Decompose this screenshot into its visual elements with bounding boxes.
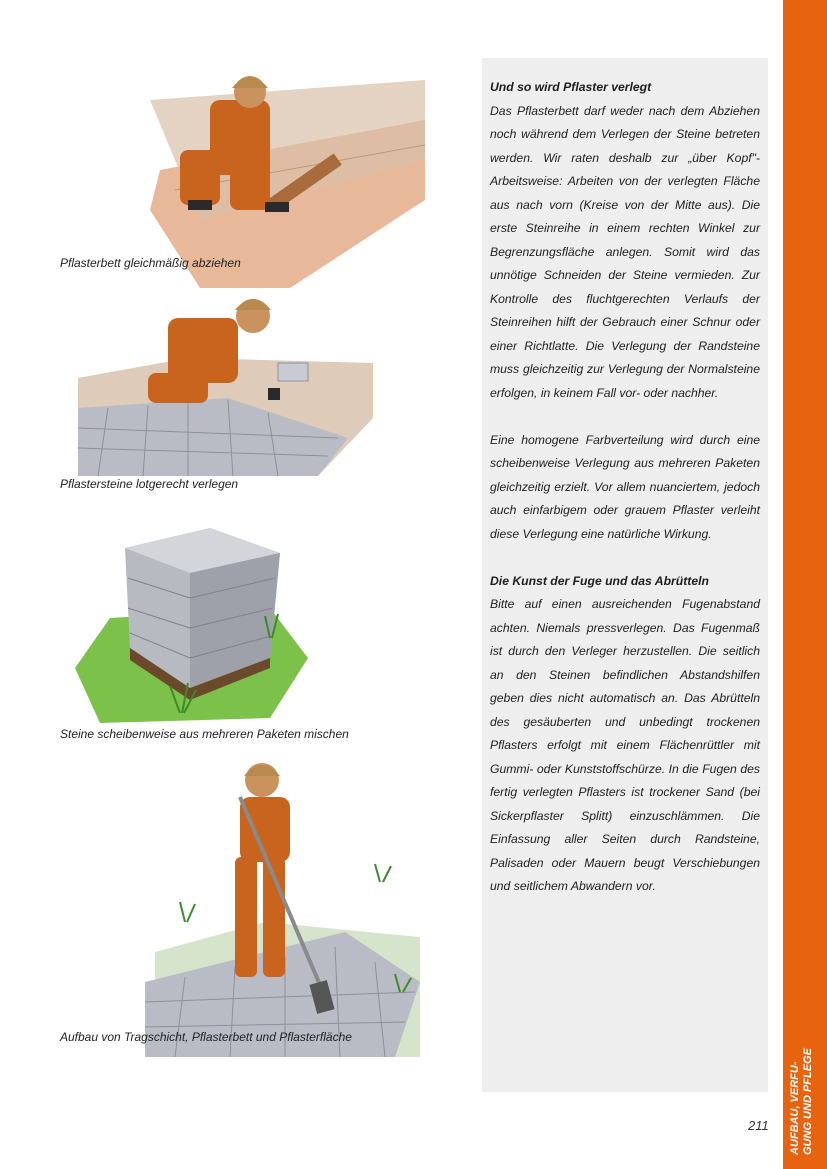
page-number: 211 (748, 1118, 769, 1133)
figure-pallet (70, 518, 308, 723)
chapter-sidebar (783, 0, 827, 1169)
figure-laying (78, 288, 373, 476)
text-panel (482, 58, 768, 1092)
figure-caption: Pflasterbett gleichmäßig abziehen (60, 256, 241, 270)
paragraph: Bitte auf einen ausreichenden Fugenabstand achten. Niemals pressverlegen. Das Fugenmaß ist durch den Verleger herzustellen. Die seitlich an den Steinen befindlichen Abstandshilfen geben dies nicht automatisch an. Das Abrütteln des gesäuberten und unbedingt trockenen Pflasters erfolgt mit einem Flächenrüttler mit Gummi- oder Kunststoffschürze. In die Fugen des fertig verlegten Pflasters ist trockener Sand (bei Sickerpflaster Splitt) einzuschlämmen. Die Einfassung aller Seiten durch Randsteine, Palisaden oder Mauern beugt Verschiebungen und seitlichem Abwandern vor. (490, 597, 760, 893)
chapter-label-line2: GUNG UND PFLEGE (802, 1048, 814, 1155)
figure-caption: Steine scheibenweise aus mehreren Paketen mischen (60, 727, 349, 741)
paragraph: Eine homogene Farbverteilung wird durch eine scheibenweise Verlegung aus mehreren Paketen gleichzeitig erzielt. Vor allem nuanciertem, jedoch auch einfarbigem oder grauem Pflaster verleiht diese Verlegung eine natürliche Wirkung. (490, 432, 760, 541)
worker-screeding-icon (80, 60, 425, 288)
figure-caption: Pflastersteine lotgerecht verlegen (60, 477, 239, 491)
chapter-label-line1: AUFBAU, VERFU- (789, 1061, 801, 1155)
worker-sweeping-icon (145, 752, 420, 1057)
paragraph: Das Pflasterbett darf weder nach dem Abziehen noch während dem Verlegen der Steine betreten werden. Wir raten deshalb zur „über Kopf"-Arbeitsweise: Arbeiten von der verlegten Fläche aus nach vorn (Kreise von der Mitte aus). Die erste Steinreihe in einem rechten Winkel zur Begrenzungsfläche anlegen. Somit wird das unnötige Schneiden der Steine vermieden. Zur Kontrolle des fluchtgerechten Verlaufs der Steinreihen hilft der Gebrauch einer Schnur oder einer Richtlatte. Die Verlegung der Randsteine muss gleichzeitig zur Verlegung der Normalsteine erfolgen, in keinem Fall vor- oder nachher. (490, 103, 760, 400)
chapter-label (791, 925, 819, 1155)
figure-caption: Aufbau von Tragschicht, Pflasterbett und Pflasterfläche (60, 1030, 352, 1044)
section-title: Die Kunst der Fuge und das Abrütteln (490, 573, 709, 588)
stone-pallet-icon (70, 518, 308, 723)
worker-laying-stones-icon (78, 288, 373, 476)
figure-screeding (80, 60, 425, 288)
figure-sweeping (145, 752, 420, 1057)
section-title: Und so wird Pflaster verlegt (490, 80, 652, 94)
